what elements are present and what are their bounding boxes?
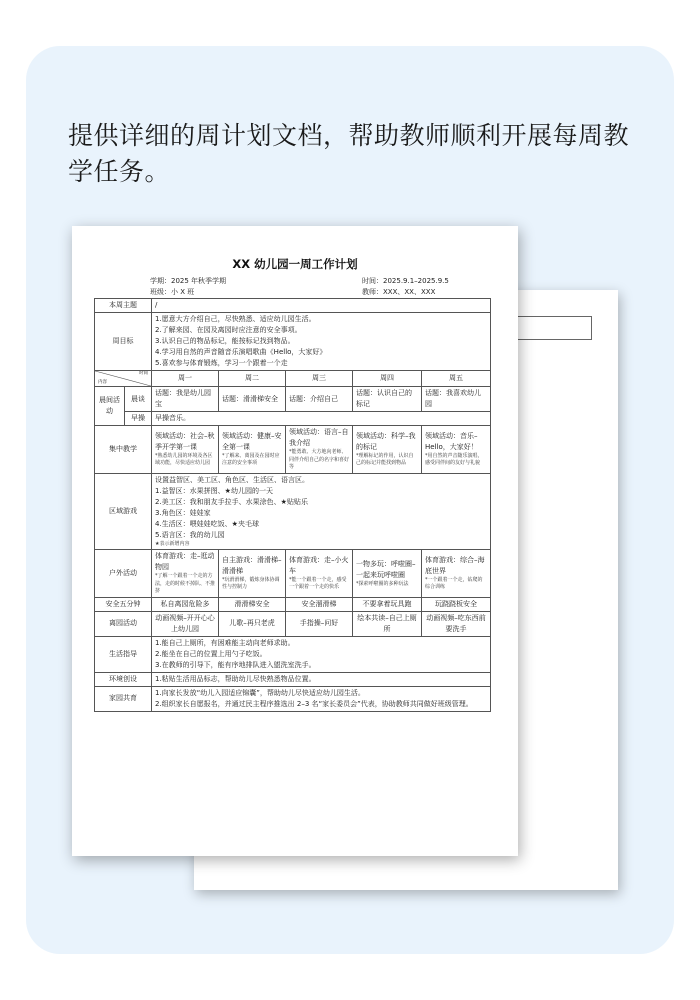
collective-main: 领域活动：健康–安全第一课 — [222, 431, 282, 451]
chat-cell: 话题：介绍自己 — [286, 387, 353, 412]
outdoor-note: *玩滑滑梯，锻炼身体协调性与控制力 — [222, 576, 280, 591]
collective-main: 领域活动：科学–我的标记 — [356, 431, 416, 451]
time-info: 时间：2025.9.1–2025.9.5 — [362, 277, 449, 285]
collective-main: 领域活动：语言–自我介绍 — [289, 428, 349, 447]
environment-row — [95, 672, 491, 686]
chat-cell: 话题：我是幼儿园宝 — [152, 387, 219, 412]
chat-label: 晨谈 — [125, 387, 152, 412]
outdoor-note: *能一个跟着一个走，感受一个跟着一个走的快乐 — [289, 576, 347, 591]
leave-row — [95, 611, 491, 636]
diag-time-label: 时间 — [139, 371, 148, 376]
headline: 提供详细的周计划文档，帮助教师顺利开展每周教学任务。 — [68, 121, 630, 186]
class-info: 班级：小 X 班 — [150, 288, 195, 296]
exercise-label: 早操 — [125, 412, 152, 426]
collective-teaching-row — [95, 426, 491, 474]
outdoor-note: *了解一个跟着一个走的方法，走的时候不掉队、不推挤 — [155, 573, 216, 594]
safety-cell: 不要拿着玩具跑 — [353, 597, 422, 611]
outdoor-main: 一物多玩：呼啦圈–一起来玩呼啦圈 — [356, 559, 416, 579]
collective-note: *熟悉幼儿园的环境及各区域功能，尽快适应幼儿园 — [155, 452, 213, 467]
home-item: 1.向家长发放“幼儿入园适应锦囊”，帮助幼儿尽快适应幼儿园生活。 — [155, 688, 365, 697]
goals-label: 周目标 — [95, 313, 152, 371]
leave-cell: 绘本共读–自己上厕所 — [353, 611, 422, 636]
front-document-page — [72, 226, 518, 856]
area-item: 2.美工区：我和朋友手拉手、水果涂色、★贴贴乐 — [155, 497, 308, 506]
goal-item: 3.认识自己的物品标记，能按标记找到物品。 — [155, 337, 295, 345]
theme-value: / — [152, 299, 491, 313]
goal-item: 5.喜欢参与体育锻炼，学习一个跟着一个走 — [155, 359, 288, 367]
chat-cell: 话题：认识自己的标记 — [353, 387, 422, 412]
safety-cell: 安全溜滑梯 — [286, 597, 353, 611]
collective-cell — [152, 426, 219, 474]
goals-cell — [152, 313, 491, 371]
life-item: 2.能坐在自己的位置上用勺子吃饭。 — [155, 649, 267, 658]
collective-note: *用自然的声音随乐演唱，感受同伴间的友好与礼貌 — [425, 452, 483, 467]
collective-cell — [422, 426, 491, 474]
chat-cell: 话题：我喜欢幼儿园 — [422, 387, 491, 412]
env-label: 环境创设 — [95, 672, 152, 686]
diag-content-label: 内容 — [98, 380, 107, 385]
outdoor-cell — [286, 550, 353, 598]
outdoor-cell — [152, 550, 219, 598]
life-cell — [152, 636, 491, 672]
day-header: 周三 — [286, 371, 353, 387]
theme-row — [95, 299, 491, 313]
outdoor-main: 自主游戏：滑滑梯–滑滑梯 — [222, 555, 282, 575]
home-cell — [152, 686, 491, 711]
safety-row — [95, 597, 491, 611]
days-header-row — [95, 371, 491, 387]
life-label: 生活指导 — [95, 636, 152, 672]
leave-cell: 手指操–问好 — [286, 611, 353, 636]
weekly-plan-table — [94, 298, 491, 712]
home-label: 家园共育 — [95, 686, 152, 711]
collective-cell — [353, 426, 422, 474]
home-school-row — [95, 686, 491, 711]
area-item: 3.角色区：娃娃家 — [155, 508, 211, 517]
goal-item: 1.愿意大方介绍自己，尽快熟悉、适应幼儿园生活。 — [155, 315, 316, 323]
safety-cell: 私自离园危险多 — [152, 597, 219, 611]
outdoor-main: 体育游戏：综合–海底世界 — [425, 555, 485, 575]
outdoor-cell — [219, 550, 286, 598]
area-item: 5.语言区：我的幼儿园 — [155, 530, 225, 539]
area-item: 1.益智区：水果拼图、★幼儿园的一天 — [155, 486, 273, 495]
leave-cell: 动画视频–开开心心上幼儿园 — [152, 611, 219, 636]
day-header: 周四 — [353, 371, 422, 387]
collective-main: 领域活动：社会–秋季开学第一课 — [155, 431, 215, 451]
diagonal-header-cell — [95, 371, 152, 387]
document-title: XX 幼儿园一周工作计划 — [232, 257, 358, 271]
goal-item: 4.学习用自然的声音随音乐演唱歌曲《Hello，大家好》 — [155, 348, 327, 356]
theme-label: 本周主题 — [95, 299, 152, 313]
morning-activity-label: 晨间活动 — [95, 387, 125, 426]
area-item: 4.生活区：喂娃娃吃饭、★夹毛球 — [155, 519, 259, 528]
area-cell — [152, 473, 491, 550]
area-item: 设置益智区、美工区、角色区、生活区、语言区。 — [155, 475, 309, 484]
outdoor-note: *探索呼啦圈的多种玩法 — [356, 580, 409, 587]
goal-item: 2.了解来园、在园及离园时应注意的安全事项。 — [155, 326, 302, 334]
outdoor-label: 户外活动 — [95, 550, 152, 598]
collective-note: *能勇敢、大方地向老师、同伴介绍自己的名字和喜好等 — [289, 449, 350, 470]
outdoor-main: 体育游戏：走–小火车 — [289, 555, 349, 575]
safety-cell: 滑滑梯安全 — [219, 597, 286, 611]
goals-row — [95, 313, 491, 371]
outdoor-cell — [353, 550, 422, 598]
semester-info: 学期：2025 年秋季学期 — [150, 277, 227, 285]
morning-chat-row — [95, 387, 491, 412]
collective-note: *理解标记的作用，认识自己的标记并能找到物品 — [356, 452, 414, 467]
safety-cell: 玩跷跷板安全 — [422, 597, 491, 611]
morning-exercise-row — [95, 412, 491, 426]
exercise-cell: 早操音乐。 — [152, 412, 491, 426]
safety-label: 安全五分钟 — [95, 597, 152, 611]
outdoor-cell — [422, 550, 491, 598]
collective-cell — [286, 426, 353, 474]
area-note: ★表示新增内容 — [155, 540, 190, 547]
outdoor-note: *一个跟着一个走，钻爬的综合训练 — [425, 576, 483, 591]
area-label: 区域游戏 — [95, 473, 152, 550]
collective-note: *了解来、离园及在园时应注意的安全事项 — [222, 452, 280, 467]
leave-cell: 儿歌–再只老虎 — [219, 611, 286, 636]
day-header: 周五 — [422, 371, 491, 387]
leave-label: 离园活动 — [95, 611, 152, 636]
day-header: 周二 — [219, 371, 286, 387]
collective-label: 集中教学 — [95, 426, 152, 474]
outdoor-row — [95, 550, 491, 598]
collective-main: 领域活动：音乐–Hello，大家好！ — [425, 431, 478, 451]
leave-cell: 动画视频–吃东西前要洗手 — [422, 611, 491, 636]
day-header: 周一 — [152, 371, 219, 387]
chat-cell: 话题：滑滑梯安全 — [219, 387, 286, 412]
area-games-row — [95, 473, 491, 550]
life-item: 1.能自己上厕所，有困难能主动向老师求助。 — [155, 638, 295, 647]
teachers-info: 教师：XXX、XX、XXX — [362, 288, 436, 296]
env-cell: 1.粘贴生活用品标志，帮助幼儿尽快熟悉物品位置。 — [152, 672, 491, 686]
life-guidance-row — [95, 636, 491, 672]
home-item: 2.组织家长自愿报名，并通过民主程序推选出 2–3 名“家长委员会”代表，协助教师共同做好班级管理。 — [155, 699, 473, 708]
life-item: 3.在教师的引导下，能有序地排队进入盥洗室洗手。 — [155, 660, 316, 669]
outdoor-main: 体育游戏：走–逛动物园 — [155, 552, 215, 571]
collective-cell — [219, 426, 286, 474]
